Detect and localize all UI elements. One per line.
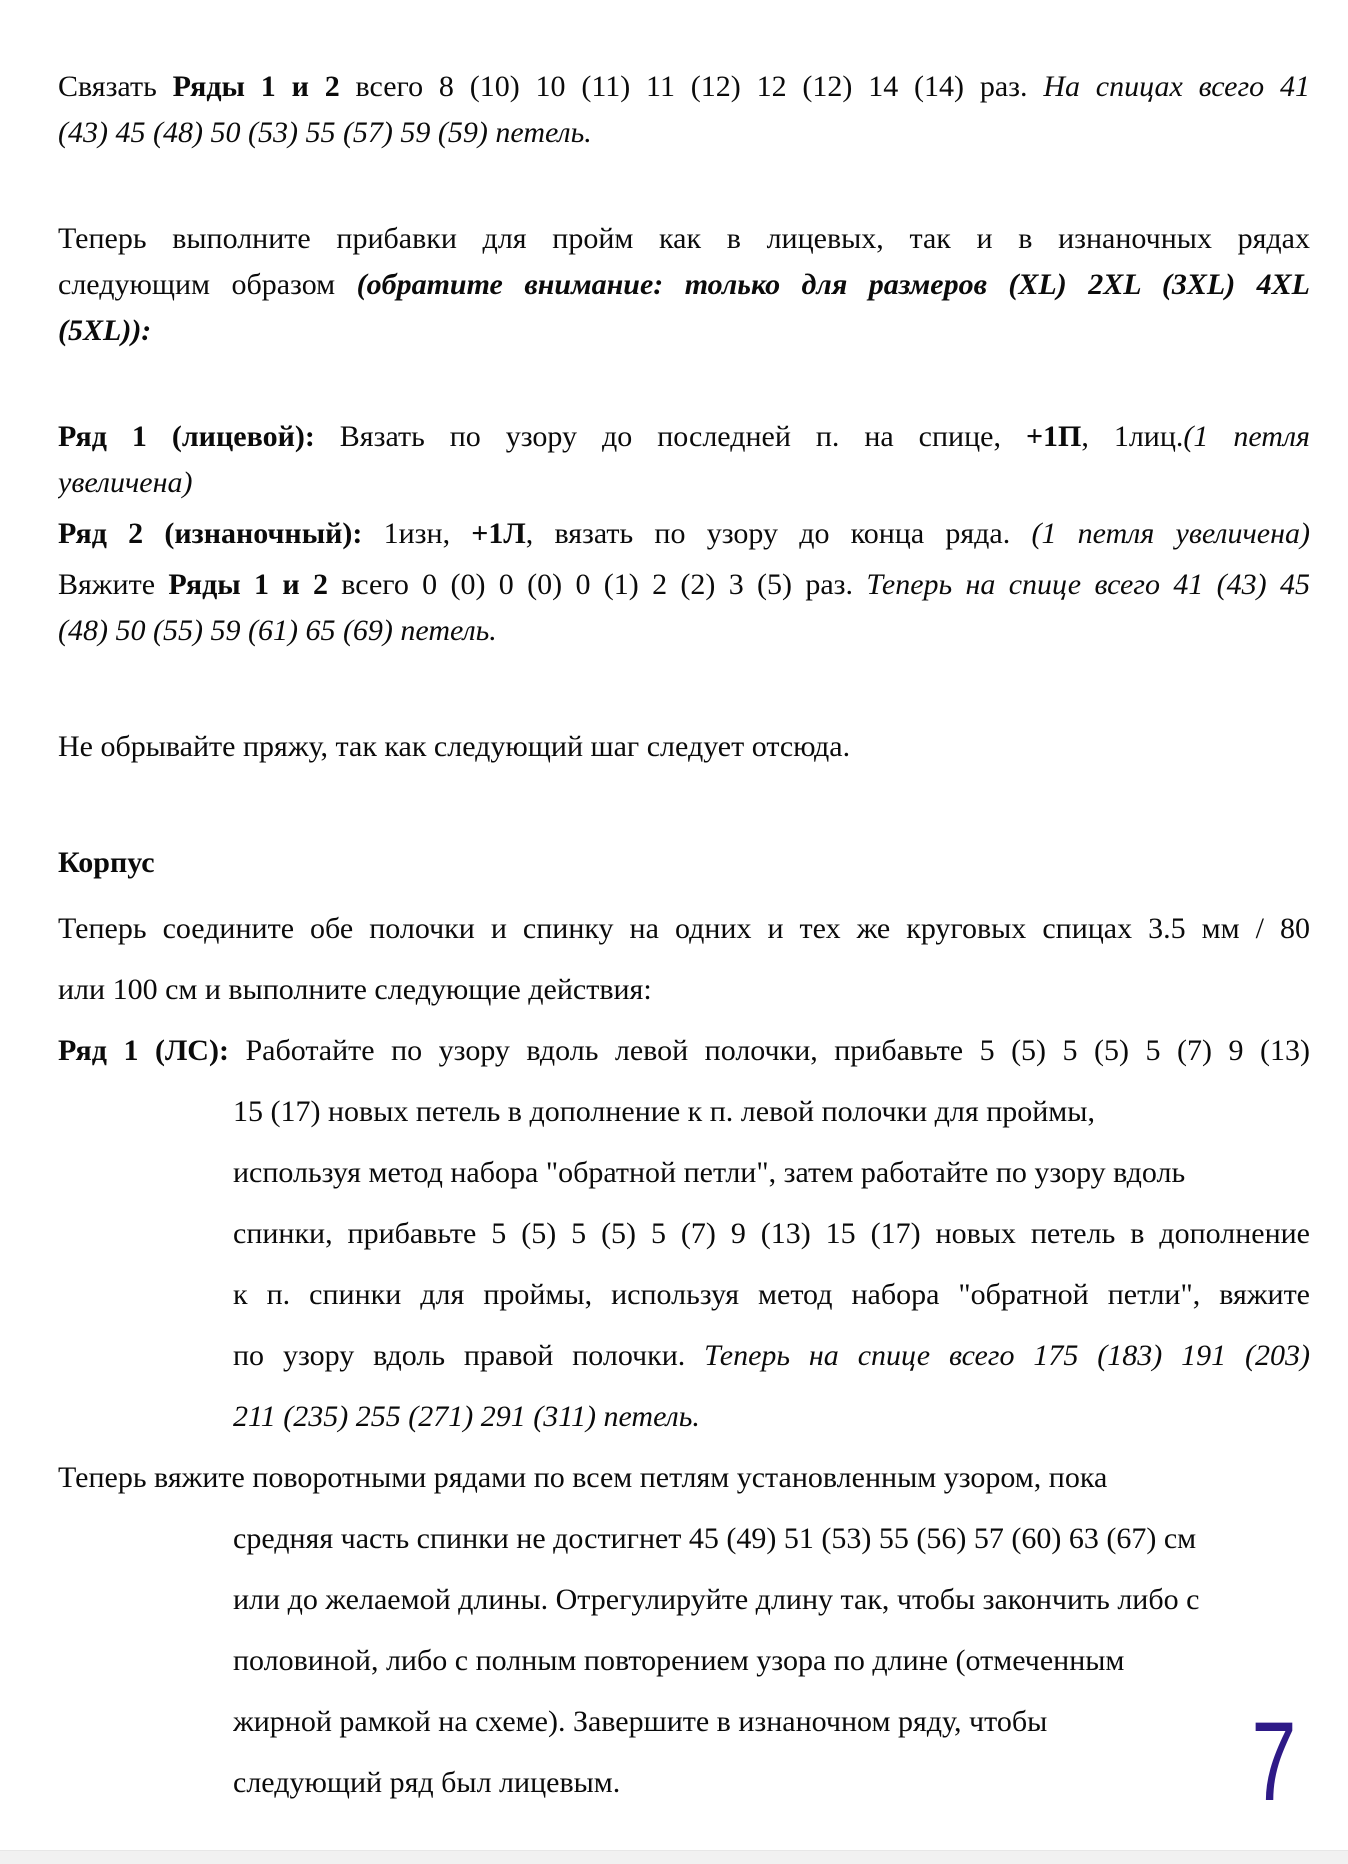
paragraph-p3 bbox=[58, 414, 1310, 506]
text-run: всего 0 (0) 0 (0) 0 (1) 2 (2) 3 (5) раз. bbox=[327, 568, 867, 601]
text-line bbox=[58, 1020, 1310, 1081]
text-run: спинки, прибавьте 5 (5) 5 (5) 5 (7) 9 (13) 15 (17) новых петель в дополнение bbox=[233, 1217, 1310, 1250]
text-run: 211 (235) 255 (271) 291 (311) петель. bbox=[233, 1400, 700, 1433]
text-run: (обратите внимание: только для размеров (XL) 2XL (3XL) 4XL bbox=[356, 268, 1310, 301]
text-run: Ряд 1 (ЛС): bbox=[58, 1034, 229, 1067]
paragraph-p8 bbox=[58, 1020, 1310, 1447]
paragraph-p5 bbox=[58, 562, 1310, 654]
text-run: Ряд 1 (лицевой): bbox=[58, 420, 315, 453]
text-run: Корпус bbox=[58, 846, 155, 879]
text-line bbox=[58, 724, 1310, 770]
page-bottom-edge bbox=[0, 1850, 1348, 1864]
text-run: Теперь соедините обе полочки и спинку на одних и тех же круговых спицах 3.5 мм / 80 bbox=[58, 912, 1310, 945]
text-run: , 1лиц. bbox=[1081, 420, 1184, 453]
text-line bbox=[233, 1752, 1310, 1813]
text-line bbox=[233, 1386, 1310, 1447]
text-run: или до желаемой длины. Отрегулируйте длину так, чтобы закончить либо с bbox=[233, 1583, 1200, 1616]
text-run: следующий ряд был лицевым. bbox=[233, 1766, 621, 1799]
text-run: Теперь выполните прибавки для пройм как в лицевых, так и в изнаночных рядах bbox=[58, 222, 1310, 255]
paragraph-p2 bbox=[58, 216, 1310, 354]
text-line bbox=[58, 511, 1310, 557]
text-line bbox=[233, 1691, 1310, 1752]
text-run: к п. спинки для проймы, используя метод набора "обратной петли", вяжите bbox=[233, 1278, 1310, 1311]
text-run: Теперь на спице всего 41 (43) 45 bbox=[866, 568, 1310, 601]
text-line bbox=[58, 959, 1310, 1020]
text-run: всего 8 (10) 10 (11) 11 (12) 12 (12) 14 (14) раз. bbox=[339, 70, 1044, 103]
text-line bbox=[233, 1325, 1310, 1386]
text-run: (5XL)): bbox=[58, 314, 152, 347]
text-line bbox=[58, 608, 1310, 654]
text-line bbox=[58, 460, 1310, 506]
text-line bbox=[58, 414, 1310, 460]
text-run: (1 петля увеличена) bbox=[1031, 517, 1310, 550]
document-body bbox=[58, 64, 1310, 1813]
text-line bbox=[58, 216, 1310, 262]
text-line bbox=[58, 262, 1310, 308]
text-run: Теперь вяжите поворотными рядами по всем петлям установленным узором, пока bbox=[58, 1461, 1108, 1494]
text-run: +1Л bbox=[471, 517, 526, 550]
paragraph-p1 bbox=[58, 64, 1310, 156]
text-run: +1П bbox=[1025, 420, 1082, 453]
text-run: средняя часть спинки не достигнет 45 (49) 51 (53) 55 (56) 57 (60) 63 (67) см bbox=[233, 1522, 1197, 1555]
text-run: Работайте по узору вдоль левой полочки, прибавьте 5 (5) 5 (5) 5 (7) 9 (13) bbox=[228, 1034, 1310, 1067]
text-run: используя метод набора "обратной петли", затем работайте по узору вдоль bbox=[233, 1156, 1186, 1189]
text-line bbox=[233, 1081, 1310, 1142]
text-line bbox=[233, 1264, 1310, 1325]
paragraph-p7 bbox=[58, 898, 1310, 1020]
paragraph-p9 bbox=[58, 1447, 1310, 1813]
text-run: (48) 50 (55) 59 (61) 65 (69) петель. bbox=[58, 614, 497, 647]
text-run: Ряды 1 и 2 bbox=[168, 568, 328, 601]
text-line bbox=[58, 308, 1310, 354]
text-run: 1изн, bbox=[362, 517, 472, 550]
text-line bbox=[233, 1569, 1310, 1630]
text-run: по узору вдоль правой полочки. bbox=[233, 1339, 705, 1372]
text-run: или 100 см и выполните следующие действия: bbox=[58, 973, 652, 1006]
text-line bbox=[58, 840, 1310, 886]
text-run: , вязать по узору до конца ряда. bbox=[525, 517, 1032, 550]
text-run: Вяжите bbox=[58, 568, 169, 601]
paragraph-korpus bbox=[58, 840, 1310, 886]
text-run: жирной рамкой на схеме). Завершите в изнаночном ряду, чтобы bbox=[233, 1705, 1048, 1738]
text-line bbox=[58, 64, 1310, 110]
text-run: Связать bbox=[58, 70, 173, 103]
text-line bbox=[233, 1630, 1310, 1691]
text-line bbox=[233, 1508, 1310, 1569]
text-line bbox=[58, 110, 1310, 156]
paragraph-p6 bbox=[58, 724, 1310, 770]
text-run: Ряд 2 (изнаночный): bbox=[58, 517, 363, 550]
text-run: (1 петля bbox=[1183, 420, 1310, 453]
text-line bbox=[58, 898, 1310, 959]
text-line bbox=[233, 1142, 1310, 1203]
text-run: Не обрывайте пряжу, так как следующий шаг следует отсюда. bbox=[58, 730, 851, 763]
text-run: 15 (17) новых петель в дополнение к п. левой полочки для проймы, bbox=[233, 1095, 1095, 1128]
text-run: половиной, либо с полным повторением узора по длине (отмеченным bbox=[233, 1644, 1125, 1677]
text-line bbox=[58, 1447, 1310, 1508]
text-run: Вязать по узору до последней п. на спице, bbox=[314, 420, 1026, 453]
paragraph-p4 bbox=[58, 511, 1310, 557]
text-run: Ряды 1 и 2 bbox=[172, 70, 340, 103]
text-line bbox=[58, 562, 1310, 608]
text-run: (43) 45 (48) 50 (53) 55 (57) 59 (59) петель. bbox=[58, 116, 592, 149]
text-run: следующим образом bbox=[58, 268, 357, 301]
text-run: увеличена) bbox=[58, 466, 193, 499]
page-number: 7 bbox=[1251, 1699, 1296, 1824]
text-run: Теперь на спице всего 175 (183) 191 (203) bbox=[704, 1339, 1310, 1372]
text-run: На спицах всего 41 bbox=[1043, 70, 1310, 103]
text-line bbox=[233, 1203, 1310, 1264]
